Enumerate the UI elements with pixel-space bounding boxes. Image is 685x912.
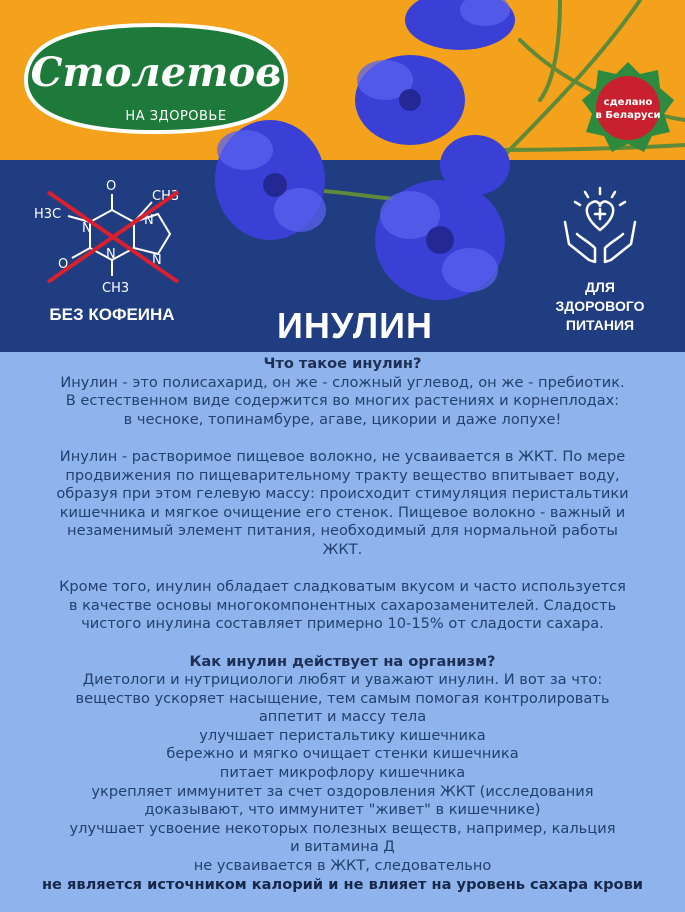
caffeine-crossed-icon: [28, 172, 198, 302]
svg-text:CH3: CH3: [152, 189, 180, 204]
heading-how-it-works: Как инулин действует на организм?: [189, 652, 496, 670]
healthy-nutrition-label: ДЛЯ ЗДОРОВОГО ПИТАНИЯ: [555, 279, 645, 333]
heading-what-is-inulin: Что такое инулин?: [263, 355, 422, 372]
svg-text:N: N: [152, 253, 162, 268]
brand-logo: [16, 20, 296, 138]
svg-text:N: N: [82, 221, 92, 236]
paragraph-4: Диетологи и нутрициологи любят и уважают инулин. И вот за что: вещество ускоряет насыщение, тем самым помогая контролировать аппетит и массу тела улучшает перистальтику кишечника бережно и мягко очищает стенки кишечника питает микрофлору кишечника укрепляет иммунитет за счет оздоровления ЖКТ (исследования доказывают, что иммунитет "живет" в кишечнике) улучшает усвоение некоторых полезных веществ, например, кальция и витамина Д не усваивается в ЖКТ, следовательно: [69, 671, 616, 875]
brand-tagline: НА ЗДОРОВЬЕ: [125, 109, 227, 124]
product-title: ИНУЛИН: [276, 305, 434, 346]
paragraph-2: Инулин - растворимое пищевое волокно, не усваивается в ЖКТ. По мере продвижения по пищеварительному тракту вещество впитывает воду, образуя при этом гелевую массу: происходит стимуляция перистальтики кишечника и мягкое очищение его стенок. Пищевое волокно - важный и незаменимый элемент питания, необходимый для нормальной работы ЖКТ.: [56, 447, 629, 558]
article-text: [8, 355, 677, 894]
svg-text:N: N: [106, 247, 116, 262]
brand-name: Столетов: [30, 49, 282, 96]
paragraph-3: Кроме того, инулин обладает сладковатым вкусом и часто используется в качестве основы многокомпонентных сахарозаменителей. Сладость чистого инулина составляет примерно 10-15% от сладости сахара.: [59, 578, 626, 633]
no-caffeine-label: БЕЗ КОФЕИНА: [49, 305, 175, 324]
svg-text:CH3: CH3: [102, 281, 130, 296]
svg-text:N: N: [144, 213, 154, 228]
badge-line-1: сделано: [603, 97, 653, 108]
made-in-belarus-badge: [580, 60, 676, 156]
svg-text:O: O: [58, 257, 69, 272]
badge-line-2: в Беларуси: [595, 110, 661, 121]
paragraph-1: Инулин - это полисахарид, он же - сложный углевод, он же - пребиотик. В естественном виде содержится во многих растениях и корнеплодах: в чесноке, топинамбуре, агаве, цикории и даже лопухе!: [60, 373, 625, 428]
svg-text:H3C: H3C: [34, 207, 62, 222]
final-statement: не является источником калорий и не влияет на уровень сахара крови: [41, 875, 644, 893]
svg-text:O: O: [106, 179, 117, 194]
hands-heart-icon: [555, 182, 645, 272]
